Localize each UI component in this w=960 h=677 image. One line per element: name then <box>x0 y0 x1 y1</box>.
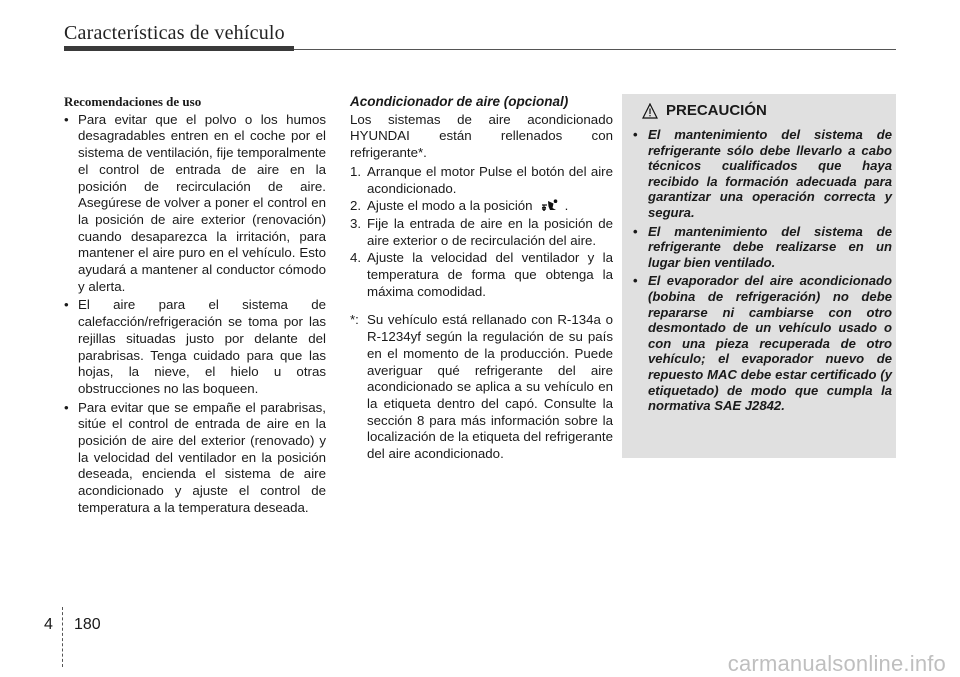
ac-steps-list <box>350 164 613 301</box>
step-number: 4. <box>350 250 362 266</box>
left-column <box>64 94 326 519</box>
step-number: 1. <box>350 163 362 179</box>
ac-intro-paragraph: Los sistemas de aire acondicionado HYUNDAI están rellenados con refrigerante*. <box>350 111 613 161</box>
caution-bullet: • El mantenimiento del sistema de refrigerante debe realizarse en un lugar bien ventilado. <box>632 224 892 271</box>
middle-column <box>350 94 613 463</box>
step-text <box>367 198 613 215</box>
section-heading-usage: Recomendaciones de uso <box>64 94 202 109</box>
step-number: 2. <box>350 198 362 214</box>
usage-bullet: • El aire para el sistema de calefacción/refrigeración se toma por las rejillas situadas justo por delante del parabrisas. Tenga cuidado para que las hojas, la nieve, el hielo u otras obstrucciones no las boqueen. <box>64 297 326 397</box>
header-accent-bar <box>64 46 294 51</box>
step-text: Arranque el motor Pulse el botón del aire acondicionado. <box>367 163 613 196</box>
warning-triangle-icon <box>642 103 658 119</box>
caution-bullet: • El evaporador del aire acondicionado (bobina de refrigeración) no debe repararse ni cambiarse con otro desmontado de un vehículo usado o con una pieza recuperada de otro vehículo; el evaporador nuevo de repuesto MAC debe estar certificado (y etiquetado) de modo que cumpla la normativa SAE J2842. <box>632 273 892 413</box>
chapter-number: 4 <box>44 616 53 633</box>
caution-bullet-list <box>632 127 892 417</box>
usage-bullet: • Para evitar que el polvo o los humos desagradables entren en el coche por el sistema de ventilación, fije temporalmente el control de entrada de aire en la posición de recirculación de aire. Asegúrese de volver a poner el control en la posición de aire exterior (renovación) cuando desaparezca la irritación, para mantener el aire puro en el vehículo. Esto ayudará a mantener al conductor cómodo y alerta. <box>64 112 326 296</box>
page-number-divider <box>62 607 63 667</box>
step-text: Ajuste la velocidad del ventilador y la temperatura de forma que obtenga la máxima comodidad. <box>367 250 613 299</box>
caution-header <box>642 102 767 119</box>
caution-title: PRECAUCIÓN <box>666 102 767 119</box>
footnote-text: Su vehículo está rellanado con R-134a o R-1234yf según la regulación de su país en el momento de la producción. Puede averiguar qué refrigerante del aire acondicionado se aplica a su vehículo en la etiqueta dentro del capó. Consulte la sección 8 para más información sobre la localización de la etiqueta del refrigerante del aire acondicionado. <box>367 312 613 462</box>
step-text-before-icon: Ajuste el modo a la posición <box>367 198 533 214</box>
watermark: carmanualsonline.info <box>727 651 946 676</box>
page-number: 180 <box>74 616 101 633</box>
ac-step <box>350 198 613 215</box>
ac-step <box>350 250 613 300</box>
ac-step <box>350 216 613 249</box>
header-rule <box>294 49 896 50</box>
section-heading-air-conditioner: Acondicionador de aire (opcional) <box>350 94 569 109</box>
page-header-title: Características de vehículo <box>64 22 285 44</box>
refrigerant-footnote <box>350 312 613 462</box>
caution-bullet: • El mantenimiento del sistema de refrigerante sólo debe llevarlo a cabo técnicos cualificados que haya recibido la formación adecuada para garantizar una operación correcta y segura. <box>632 127 892 221</box>
mode-floor-icon <box>541 199 559 211</box>
step-text: Fije la entrada de aire en la posición de aire exterior o de recirculación del aire. <box>367 215 613 248</box>
step-number: 3. <box>350 215 362 231</box>
step-text-after-icon: . <box>564 198 569 214</box>
usage-bullet: • Para evitar que se empañe el parabrisas, sitúe el control de entrada de aire en la posición de aire del exterior (renovado) y la velocidad del ventilador en la posición deseada, encienda el sistema de aire acondicionado y ajuste el control de temperatura a la temperatura deseada. <box>64 400 326 517</box>
footnote-marker: *: <box>350 312 359 328</box>
usage-bullet-list <box>64 112 326 517</box>
ac-step <box>350 164 613 197</box>
caution-box <box>622 94 896 458</box>
